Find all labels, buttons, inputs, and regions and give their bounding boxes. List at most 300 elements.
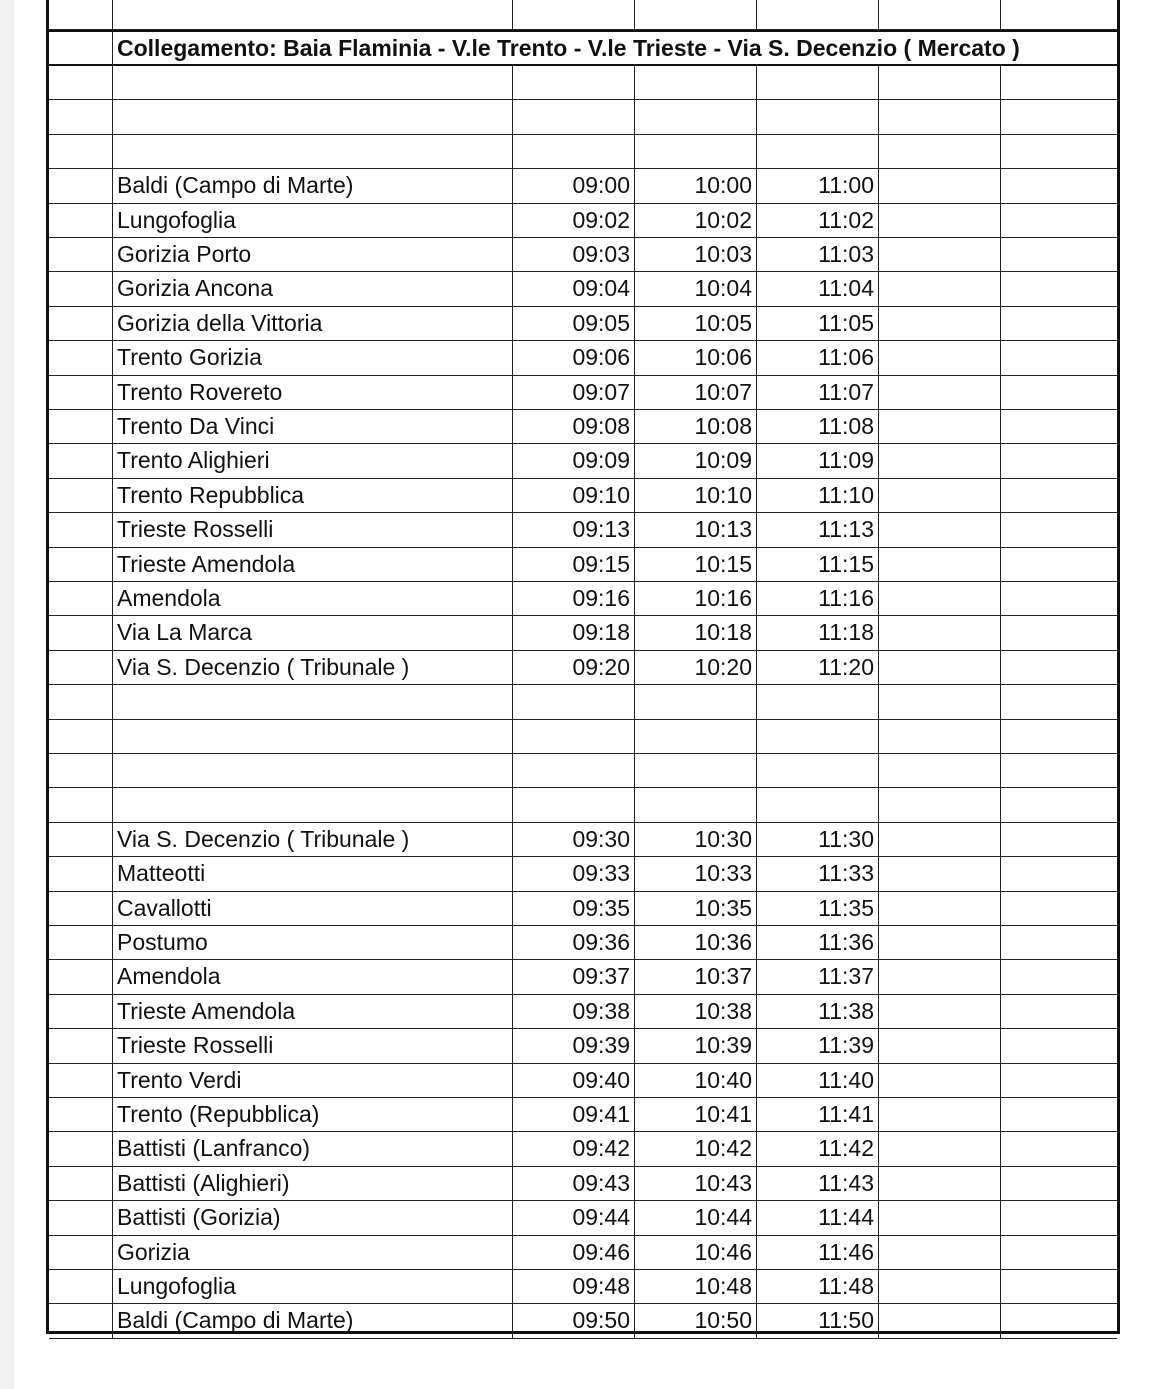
table-row bbox=[49, 1132, 1117, 1166]
empty-cell bbox=[879, 1270, 1001, 1303]
table-row bbox=[49, 513, 1117, 547]
empty-cell bbox=[1001, 1304, 1117, 1337]
departure-time: 09:00 bbox=[513, 169, 635, 202]
empty-cell bbox=[49, 720, 113, 753]
empty-cell bbox=[1001, 857, 1117, 890]
departure-time: 09:07 bbox=[513, 376, 635, 409]
empty-cell bbox=[1001, 995, 1117, 1028]
empty-cell bbox=[1001, 272, 1117, 305]
empty-cell bbox=[49, 513, 113, 546]
departure-time: 11:44 bbox=[757, 1201, 879, 1234]
departure-time: 10:36 bbox=[635, 926, 757, 959]
empty-cell bbox=[635, 720, 757, 753]
departure-time: 10:00 bbox=[635, 169, 757, 202]
table-row bbox=[49, 410, 1117, 444]
stop-name: Amendola bbox=[113, 582, 513, 615]
departure-time: 10:37 bbox=[635, 960, 757, 993]
empty-cell bbox=[879, 444, 1001, 477]
table-row bbox=[49, 1270, 1117, 1304]
empty-cell bbox=[635, 754, 757, 787]
stop-name: Gorizia bbox=[113, 1236, 513, 1269]
empty-cell bbox=[635, 788, 757, 821]
empty-cell bbox=[879, 1236, 1001, 1269]
empty-cell bbox=[1001, 960, 1117, 993]
empty-cell bbox=[1001, 754, 1117, 787]
empty-cell bbox=[1001, 1201, 1117, 1234]
empty-cell bbox=[1001, 720, 1117, 753]
title-row bbox=[49, 30, 1117, 66]
departure-time: 11:48 bbox=[757, 1270, 879, 1303]
empty-cell bbox=[49, 823, 113, 856]
departure-time: 11:00 bbox=[757, 169, 879, 202]
departure-time: 09:03 bbox=[513, 238, 635, 271]
empty-cell bbox=[879, 513, 1001, 546]
empty-cell bbox=[1001, 685, 1117, 718]
empty-cell bbox=[49, 1201, 113, 1234]
empty-cell bbox=[113, 66, 513, 99]
empty-cell bbox=[879, 823, 1001, 856]
departure-time: 11:06 bbox=[757, 341, 879, 374]
empty-cell bbox=[879, 204, 1001, 237]
empty-cell bbox=[49, 100, 113, 133]
empty-cell bbox=[879, 238, 1001, 271]
empty-cell bbox=[513, 100, 635, 133]
departure-time: 11:41 bbox=[757, 1098, 879, 1131]
stop-name: Trento Da Vinci bbox=[113, 410, 513, 443]
empty-cell bbox=[1001, 1029, 1117, 1062]
empty-cell bbox=[879, 926, 1001, 959]
empty-cell bbox=[1001, 788, 1117, 821]
departure-time: 09:30 bbox=[513, 823, 635, 856]
departure-time: 11:37 bbox=[757, 960, 879, 993]
empty-cell bbox=[513, 66, 635, 99]
stop-name: Via S. Decenzio ( Tribunale ) bbox=[113, 651, 513, 684]
departure-time: 11:09 bbox=[757, 444, 879, 477]
empty-cell bbox=[879, 376, 1001, 409]
departure-time: 10:03 bbox=[635, 238, 757, 271]
empty-cell bbox=[879, 720, 1001, 753]
departure-time: 11:07 bbox=[757, 376, 879, 409]
departure-time: 09:35 bbox=[513, 892, 635, 925]
table-row bbox=[49, 238, 1117, 272]
departure-time: 09:05 bbox=[513, 307, 635, 340]
departure-time: 09:42 bbox=[513, 1132, 635, 1165]
departure-time: 09:09 bbox=[513, 444, 635, 477]
empty-cell bbox=[49, 788, 113, 821]
departure-time: 11:30 bbox=[757, 823, 879, 856]
departure-time: 11:15 bbox=[757, 548, 879, 581]
empty-cell bbox=[879, 892, 1001, 925]
empty-cell bbox=[879, 995, 1001, 1028]
empty-cell bbox=[1001, 548, 1117, 581]
empty-cell bbox=[49, 1098, 113, 1131]
empty-cell bbox=[1001, 823, 1117, 856]
empty-cell bbox=[49, 32, 113, 64]
empty-cell bbox=[513, 685, 635, 718]
departure-time: 11:03 bbox=[757, 238, 879, 271]
table-row bbox=[49, 1167, 1117, 1201]
departure-time: 09:44 bbox=[513, 1201, 635, 1234]
empty-cell bbox=[49, 1064, 113, 1097]
empty-cell bbox=[113, 685, 513, 718]
timetable-sheet bbox=[46, 0, 1120, 1334]
empty-cell bbox=[1001, 892, 1117, 925]
empty-cell bbox=[1001, 0, 1117, 29]
route-title: Collegamento: Baia Flaminia - V.le Trento - V.le Trieste - Via S. Decenzio ( Mercato ) bbox=[117, 35, 1020, 61]
empty-cell bbox=[49, 754, 113, 787]
departure-time: 09:41 bbox=[513, 1098, 635, 1131]
departure-time: 09:15 bbox=[513, 548, 635, 581]
departure-time: 09:43 bbox=[513, 1167, 635, 1200]
empty-cell bbox=[49, 376, 113, 409]
empty-cell bbox=[49, 616, 113, 649]
departure-time: 09:50 bbox=[513, 1304, 635, 1337]
stop-name: Lungofoglia bbox=[113, 1270, 513, 1303]
stop-name: Trento Repubblica bbox=[113, 479, 513, 512]
departure-time: 09:37 bbox=[513, 960, 635, 993]
table-row bbox=[49, 272, 1117, 306]
stop-name: Trieste Amendola bbox=[113, 995, 513, 1028]
empty-cell bbox=[879, 651, 1001, 684]
departure-time: 11:36 bbox=[757, 926, 879, 959]
stop-name: Gorizia Porto bbox=[113, 238, 513, 271]
departure-time: 10:38 bbox=[635, 995, 757, 1028]
stop-name: Trento Gorizia bbox=[113, 341, 513, 374]
empty-cell bbox=[1001, 238, 1117, 271]
empty-cell bbox=[1001, 307, 1117, 340]
empty-cell bbox=[513, 788, 635, 821]
empty-cell bbox=[113, 0, 513, 29]
empty-cell bbox=[879, 1132, 1001, 1165]
empty-cell bbox=[879, 1201, 1001, 1234]
departure-time: 09:20 bbox=[513, 651, 635, 684]
empty-cell bbox=[113, 100, 513, 133]
departure-time: 10:08 bbox=[635, 410, 757, 443]
stop-name: Trento (Repubblica) bbox=[113, 1098, 513, 1131]
departure-time: 09:18 bbox=[513, 616, 635, 649]
empty-row bbox=[49, 0, 1117, 30]
table-row bbox=[49, 823, 1117, 857]
table-row bbox=[49, 341, 1117, 375]
empty-cell bbox=[757, 685, 879, 718]
table-row bbox=[49, 892, 1117, 926]
empty-cell bbox=[757, 788, 879, 821]
departure-time: 09:39 bbox=[513, 1029, 635, 1062]
table-row bbox=[49, 960, 1117, 994]
empty-cell bbox=[49, 892, 113, 925]
empty-cell bbox=[879, 479, 1001, 512]
empty-cell bbox=[879, 548, 1001, 581]
departure-time: 10:15 bbox=[635, 548, 757, 581]
empty-cell bbox=[879, 754, 1001, 787]
table-row bbox=[49, 376, 1117, 410]
departure-time: 11:20 bbox=[757, 651, 879, 684]
empty-cell bbox=[879, 582, 1001, 615]
departure-time: 10:40 bbox=[635, 1064, 757, 1097]
departure-time: 10:04 bbox=[635, 272, 757, 305]
table-row bbox=[49, 1064, 1117, 1098]
empty-cell bbox=[879, 1064, 1001, 1097]
stop-name: Trento Verdi bbox=[113, 1064, 513, 1097]
departure-time: 11:39 bbox=[757, 1029, 879, 1062]
table-row bbox=[49, 204, 1117, 238]
departure-time: 09:06 bbox=[513, 341, 635, 374]
empty-row bbox=[49, 100, 1117, 134]
empty-row bbox=[49, 685, 1117, 719]
stop-name: Battisti (Alighieri) bbox=[113, 1167, 513, 1200]
departure-time: 10:07 bbox=[635, 376, 757, 409]
empty-cell bbox=[49, 238, 113, 271]
empty-cell bbox=[879, 307, 1001, 340]
table-row bbox=[49, 651, 1117, 685]
empty-cell bbox=[113, 788, 513, 821]
departure-time: 09:04 bbox=[513, 272, 635, 305]
departure-time: 10:41 bbox=[635, 1098, 757, 1131]
empty-cell bbox=[635, 100, 757, 133]
stop-name: Trieste Amendola bbox=[113, 548, 513, 581]
empty-cell bbox=[635, 0, 757, 29]
stop-name: Cavallotti bbox=[113, 892, 513, 925]
empty-cell bbox=[635, 685, 757, 718]
stop-name: Amendola bbox=[113, 960, 513, 993]
empty-cell bbox=[757, 66, 879, 99]
table-row bbox=[49, 1236, 1117, 1270]
empty-cell bbox=[49, 0, 113, 29]
stop-name: Trieste Rosselli bbox=[113, 1029, 513, 1062]
stop-name: Gorizia della Vittoria bbox=[113, 307, 513, 340]
departure-time: 10:16 bbox=[635, 582, 757, 615]
empty-cell bbox=[1001, 66, 1117, 99]
departure-time: 10:46 bbox=[635, 1236, 757, 1269]
departure-time: 11:16 bbox=[757, 582, 879, 615]
empty-cell bbox=[513, 0, 635, 29]
empty-cell bbox=[757, 135, 879, 168]
table-row bbox=[49, 1304, 1117, 1338]
empty-cell bbox=[513, 135, 635, 168]
table-row bbox=[49, 307, 1117, 341]
departure-time: 11:40 bbox=[757, 1064, 879, 1097]
table-row bbox=[49, 1201, 1117, 1235]
empty-cell bbox=[49, 272, 113, 305]
stop-name: Baldi (Campo di Marte) bbox=[113, 169, 513, 202]
empty-cell bbox=[49, 685, 113, 718]
table-row bbox=[49, 616, 1117, 650]
table-row bbox=[49, 548, 1117, 582]
stop-name: Matteotti bbox=[113, 857, 513, 890]
departure-time: 10:43 bbox=[635, 1167, 757, 1200]
departure-time: 11:38 bbox=[757, 995, 879, 1028]
departure-time: 11:02 bbox=[757, 204, 879, 237]
empty-cell bbox=[113, 720, 513, 753]
departure-time: 11:13 bbox=[757, 513, 879, 546]
stop-name: Trieste Rosselli bbox=[113, 513, 513, 546]
empty-cell bbox=[1001, 651, 1117, 684]
empty-cell bbox=[879, 616, 1001, 649]
stop-name: Lungofoglia bbox=[113, 204, 513, 237]
empty-row bbox=[49, 754, 1117, 788]
empty-cell bbox=[49, 960, 113, 993]
table-row bbox=[49, 169, 1117, 203]
page-margin bbox=[0, 0, 14, 1389]
empty-cell bbox=[879, 1167, 1001, 1200]
empty-cell bbox=[879, 410, 1001, 443]
empty-cell bbox=[1001, 513, 1117, 546]
empty-cell bbox=[1001, 582, 1117, 615]
empty-cell bbox=[1001, 169, 1117, 202]
departure-time: 09:46 bbox=[513, 1236, 635, 1269]
empty-cell bbox=[1001, 1270, 1117, 1303]
empty-cell bbox=[879, 960, 1001, 993]
departure-time: 09:40 bbox=[513, 1064, 635, 1097]
empty-cell bbox=[1001, 1098, 1117, 1131]
empty-cell bbox=[757, 720, 879, 753]
empty-cell bbox=[879, 341, 1001, 374]
empty-cell bbox=[757, 100, 879, 133]
empty-cell bbox=[879, 169, 1001, 202]
departure-time: 10:18 bbox=[635, 616, 757, 649]
empty-cell bbox=[635, 66, 757, 99]
stop-name: Via S. Decenzio ( Tribunale ) bbox=[113, 823, 513, 856]
empty-cell bbox=[49, 341, 113, 374]
empty-cell bbox=[879, 685, 1001, 718]
empty-cell bbox=[1001, 135, 1117, 168]
empty-cell bbox=[879, 272, 1001, 305]
stop-name: Baldi (Campo di Marte) bbox=[113, 1304, 513, 1337]
empty-cell bbox=[635, 135, 757, 168]
departure-time: 11:50 bbox=[757, 1304, 879, 1337]
stop-name: Gorizia Ancona bbox=[113, 272, 513, 305]
empty-cell bbox=[113, 754, 513, 787]
departure-time: 10:09 bbox=[635, 444, 757, 477]
empty-cell bbox=[513, 754, 635, 787]
table-row bbox=[49, 926, 1117, 960]
empty-cell bbox=[879, 1098, 1001, 1131]
empty-cell bbox=[49, 651, 113, 684]
empty-cell bbox=[1001, 376, 1117, 409]
departure-time: 11:46 bbox=[757, 1236, 879, 1269]
stop-name: Trento Rovereto bbox=[113, 376, 513, 409]
departure-time: 09:16 bbox=[513, 582, 635, 615]
empty-row bbox=[49, 788, 1117, 822]
empty-cell bbox=[879, 1029, 1001, 1062]
empty-cell bbox=[49, 410, 113, 443]
departure-time: 11:43 bbox=[757, 1167, 879, 1200]
departure-time: 10:33 bbox=[635, 857, 757, 890]
stop-name: Postumo bbox=[113, 926, 513, 959]
departure-time: 10:02 bbox=[635, 204, 757, 237]
empty-cell bbox=[1001, 479, 1117, 512]
departure-time: 11:04 bbox=[757, 272, 879, 305]
empty-cell bbox=[1001, 1236, 1117, 1269]
table-row bbox=[49, 479, 1117, 513]
empty-row bbox=[49, 720, 1117, 754]
departure-time: 09:08 bbox=[513, 410, 635, 443]
empty-cell bbox=[49, 548, 113, 581]
departure-time: 10:48 bbox=[635, 1270, 757, 1303]
empty-cell bbox=[49, 1167, 113, 1200]
table-row bbox=[49, 444, 1117, 478]
departure-time: 10:06 bbox=[635, 341, 757, 374]
table-row bbox=[49, 582, 1117, 616]
departure-time: 10:44 bbox=[635, 1201, 757, 1234]
empty-cell bbox=[879, 857, 1001, 890]
table-row bbox=[49, 857, 1117, 891]
empty-cell bbox=[1001, 341, 1117, 374]
departure-time: 11:05 bbox=[757, 307, 879, 340]
empty-cell bbox=[49, 857, 113, 890]
empty-cell bbox=[49, 1304, 113, 1337]
stop-name: Trento Alighieri bbox=[113, 444, 513, 477]
table-row bbox=[49, 995, 1117, 1029]
empty-cell bbox=[49, 995, 113, 1028]
departure-time: 11:18 bbox=[757, 616, 879, 649]
empty-cell bbox=[1001, 204, 1117, 237]
departure-time: 10:10 bbox=[635, 479, 757, 512]
departure-time: 11:42 bbox=[757, 1132, 879, 1165]
stop-name: Via La Marca bbox=[113, 616, 513, 649]
empty-cell bbox=[879, 100, 1001, 133]
departure-time: 09:48 bbox=[513, 1270, 635, 1303]
departure-time: 10:20 bbox=[635, 651, 757, 684]
stop-name: Battisti (Lanfranco) bbox=[113, 1132, 513, 1165]
departure-time: 10:42 bbox=[635, 1132, 757, 1165]
empty-cell bbox=[513, 720, 635, 753]
departure-time: 09:33 bbox=[513, 857, 635, 890]
empty-cell bbox=[49, 1236, 113, 1269]
departure-time: 09:36 bbox=[513, 926, 635, 959]
departure-time: 10:13 bbox=[635, 513, 757, 546]
empty-cell bbox=[879, 788, 1001, 821]
empty-cell bbox=[1001, 1064, 1117, 1097]
departure-time: 10:39 bbox=[635, 1029, 757, 1062]
stop-name: Battisti (Gorizia) bbox=[113, 1201, 513, 1234]
empty-cell bbox=[879, 66, 1001, 99]
empty-cell bbox=[1001, 100, 1117, 133]
empty-row bbox=[49, 66, 1117, 100]
empty-cell bbox=[757, 754, 879, 787]
departure-time: 09:38 bbox=[513, 995, 635, 1028]
empty-cell bbox=[1001, 926, 1117, 959]
empty-cell bbox=[49, 66, 113, 99]
departure-time: 09:02 bbox=[513, 204, 635, 237]
empty-cell bbox=[49, 1270, 113, 1303]
empty-cell bbox=[49, 307, 113, 340]
departure-time: 10:05 bbox=[635, 307, 757, 340]
empty-cell bbox=[1001, 444, 1117, 477]
departure-time: 11:10 bbox=[757, 479, 879, 512]
empty-cell bbox=[1001, 410, 1117, 443]
empty-cell bbox=[49, 444, 113, 477]
departure-time: 09:13 bbox=[513, 513, 635, 546]
empty-cell bbox=[49, 1029, 113, 1062]
departure-time: 10:50 bbox=[635, 1304, 757, 1337]
empty-cell bbox=[1001, 616, 1117, 649]
empty-cell bbox=[113, 135, 513, 168]
departure-time: 10:35 bbox=[635, 892, 757, 925]
empty-cell bbox=[1001, 1167, 1117, 1200]
empty-cell bbox=[879, 0, 1001, 29]
departure-time: 09:10 bbox=[513, 479, 635, 512]
departure-time: 11:35 bbox=[757, 892, 879, 925]
empty-row bbox=[49, 135, 1117, 169]
table-row bbox=[49, 1098, 1117, 1132]
empty-cell bbox=[879, 135, 1001, 168]
empty-cell bbox=[879, 1304, 1001, 1337]
empty-cell bbox=[49, 204, 113, 237]
empty-cell bbox=[49, 169, 113, 202]
empty-cell bbox=[49, 135, 113, 168]
empty-cell bbox=[49, 582, 113, 615]
